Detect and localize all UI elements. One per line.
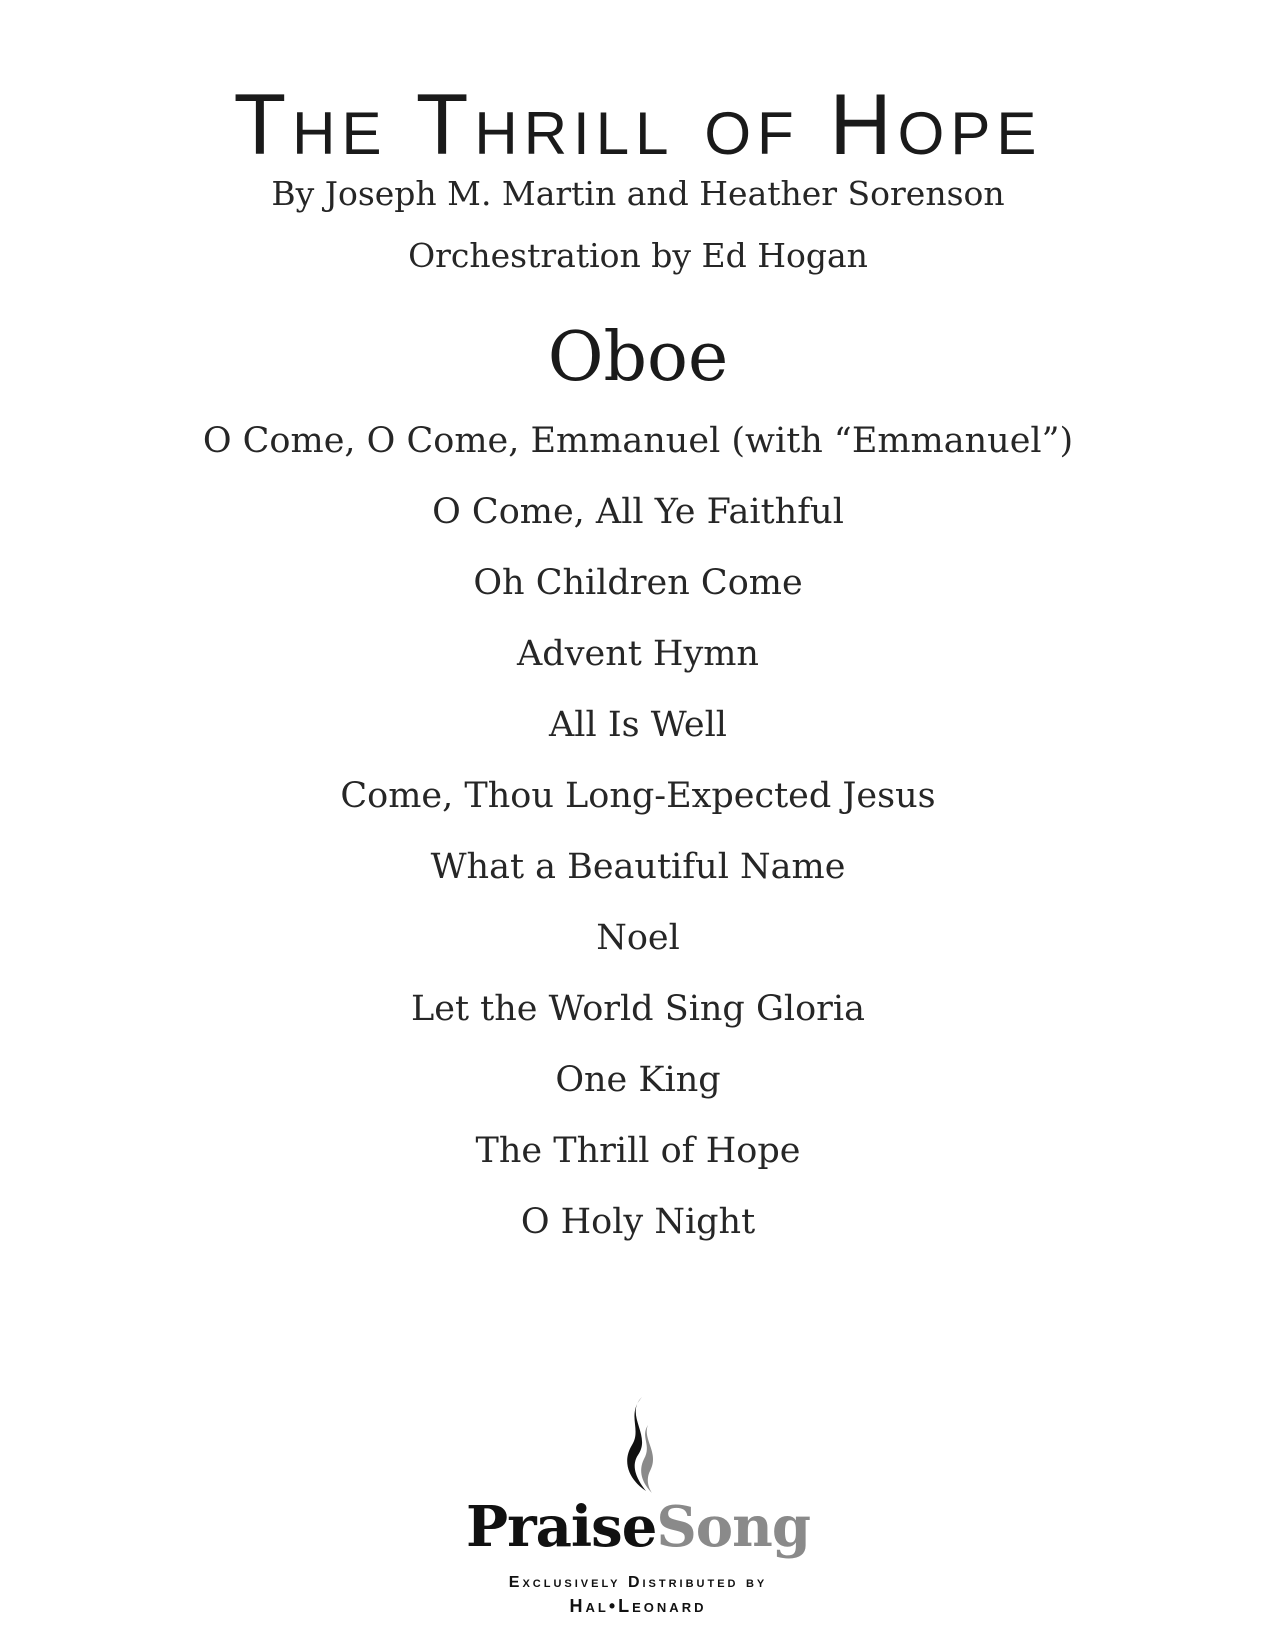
brand-name-praise: Praise	[466, 1494, 657, 1560]
song-item: Noel	[596, 918, 680, 958]
orchestration-credit: Orchestration by Ed Hogan	[408, 236, 868, 275]
song-item: What a Beautiful Name	[430, 847, 846, 887]
song-item: O Come, All Ye Faithful	[432, 492, 844, 532]
song-item: All Is Well	[549, 705, 727, 745]
brand-wordmark	[0, 1495, 1276, 1559]
instrument-name: Oboe	[547, 318, 729, 397]
song-item: Advent Hymn	[517, 634, 759, 674]
song-item: Oh Children Come	[473, 563, 803, 603]
song-item: One King	[555, 1060, 721, 1100]
document-title: The Thrill of Hope	[233, 77, 1043, 173]
song-list	[0, 418, 1276, 1270]
distribution-note: Exclusively Distributed by	[508, 1574, 768, 1591]
song-item: Come, Thou Long-Expected Jesus	[340, 776, 936, 816]
publisher-logo	[0, 1395, 1276, 1617]
flame-icon	[608, 1395, 668, 1495]
brand-name-song: Song	[656, 1494, 810, 1560]
song-item: O Holy Night	[520, 1202, 756, 1242]
song-item: O Come, O Come, Emmanuel (with “Emmanuel”)	[202, 421, 1074, 461]
song-item: Let the World Sing Gloria	[411, 989, 865, 1029]
song-item: The Thrill of Hope	[475, 1131, 801, 1171]
authors-credit: By Joseph M. Martin and Heather Sorenson	[271, 174, 1005, 213]
distributor-name: Hal•Leonard	[569, 1596, 707, 1616]
